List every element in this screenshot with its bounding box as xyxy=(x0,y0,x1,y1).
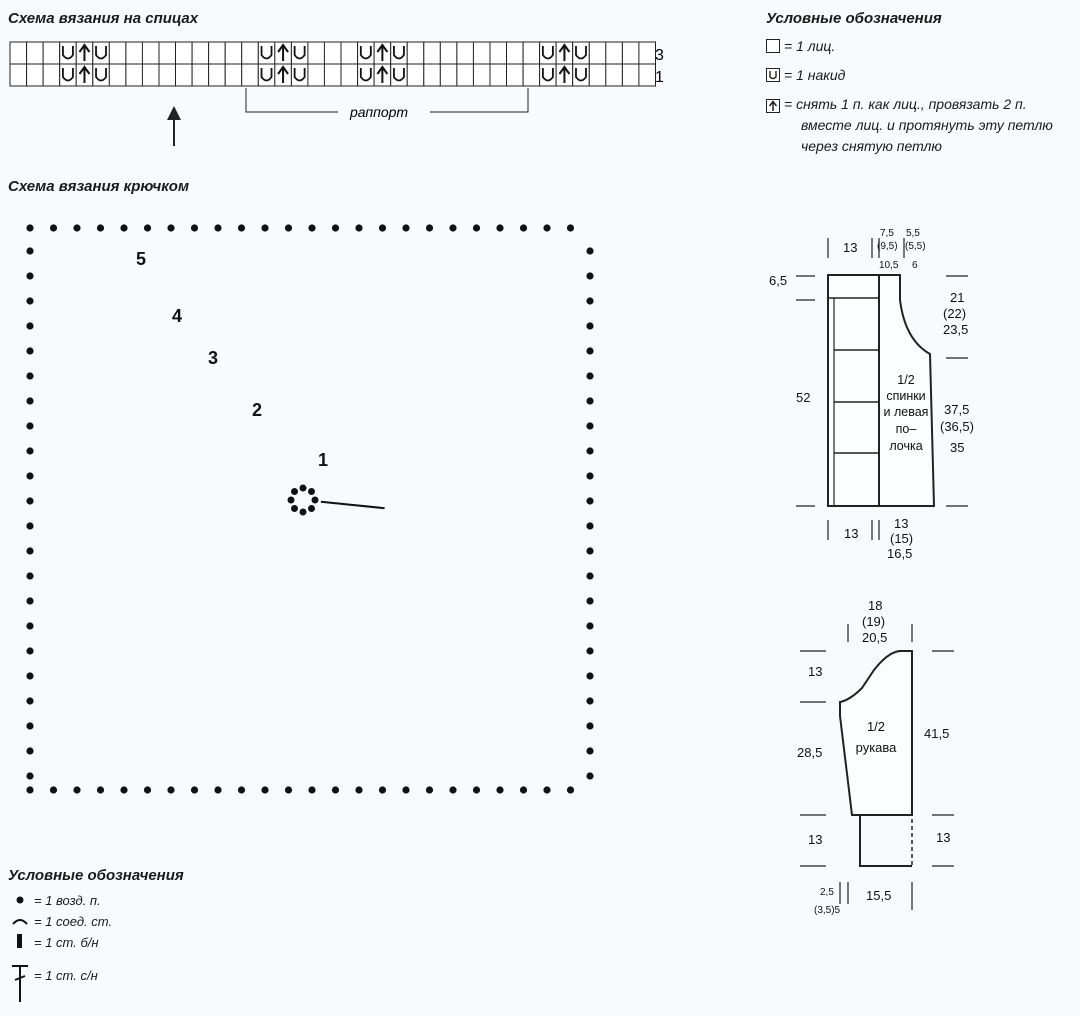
chain-dot xyxy=(26,297,33,304)
chain-dot xyxy=(261,224,268,231)
knit-cell xyxy=(473,42,490,64)
chain-dot xyxy=(426,224,433,231)
knit-cell xyxy=(523,42,540,64)
body-dim-right-bottom-3: 35 xyxy=(950,440,965,455)
chain-dot xyxy=(586,347,593,354)
body-dim-top-mid-3: 10,5 xyxy=(879,260,899,271)
chain-dot xyxy=(26,647,33,654)
chain-dot xyxy=(586,322,593,329)
body-dim-left-top: 6,5 xyxy=(769,273,788,288)
chain-dot xyxy=(449,786,456,793)
chain-dot xyxy=(238,786,245,793)
chain-dot xyxy=(308,786,315,793)
chain-dot xyxy=(238,224,245,231)
body-dim-top-right-2: (5,5) xyxy=(905,241,926,252)
body-dim-top-mid-1: 7,5 xyxy=(880,228,894,239)
chain-dot xyxy=(308,488,315,495)
chain-dot xyxy=(586,472,593,479)
chain-dot xyxy=(291,488,298,495)
body-label-2: спинки xyxy=(886,389,926,403)
knit-cell xyxy=(176,64,193,86)
chain-dot xyxy=(26,322,33,329)
chain-dot xyxy=(144,224,151,231)
sleeve-dim-bottom-left-1: 2,5 xyxy=(820,887,834,898)
round-label-4: 4 xyxy=(172,306,183,326)
crochet-motif xyxy=(0,200,620,810)
chain-dot xyxy=(449,224,456,231)
knit-cell xyxy=(142,42,159,64)
knit-cell xyxy=(27,64,44,86)
sleeve-dim-top-3: 20,5 xyxy=(862,630,888,645)
chain-dot xyxy=(214,786,221,793)
round-label-5: 5 xyxy=(136,249,147,269)
sleeve-label-2: рукава xyxy=(855,740,897,755)
chain-dot xyxy=(473,224,480,231)
chain-dot xyxy=(26,622,33,629)
legend-arrow-text-1: = снять 1 п. как лиц., провязать 2 п. xyxy=(784,96,1027,112)
knit-cell xyxy=(176,42,193,64)
chain-dot xyxy=(97,786,104,793)
knit-cell xyxy=(324,64,341,86)
knit-cell xyxy=(209,42,226,64)
body-dim-right-bottom-2: (36,5) xyxy=(940,419,974,434)
legend-arrow-up-icon xyxy=(766,99,780,113)
knit-cell xyxy=(507,64,524,86)
knit-cell xyxy=(242,64,259,86)
chain-dot xyxy=(520,224,527,231)
chain-dot xyxy=(496,224,503,231)
chain-dot xyxy=(26,697,33,704)
chain-dot xyxy=(26,522,33,529)
knit-cell xyxy=(606,42,623,64)
body-dim-bottom-right-1: 13 xyxy=(894,516,909,531)
knit-cell xyxy=(639,64,656,86)
body-dim-right-top-2: (22) xyxy=(943,306,967,321)
chain-dot xyxy=(73,786,80,793)
sleeve-dim-bottom-left-2: (3,5)5 xyxy=(814,905,841,916)
knit-cell xyxy=(622,64,639,86)
chain-dot xyxy=(586,647,593,654)
chain-dot xyxy=(586,622,593,629)
body-dim-bottom-right-2: (15) xyxy=(890,531,914,546)
knit-cell xyxy=(192,42,209,64)
knit-cell xyxy=(589,64,606,86)
chain-dot xyxy=(288,497,295,504)
chain-dot xyxy=(26,722,33,729)
chain-dot xyxy=(50,786,57,793)
chain-dot xyxy=(26,547,33,554)
chain-dot xyxy=(586,597,593,604)
legend-knit-empty-cell-icon xyxy=(766,39,780,53)
chain-dot xyxy=(543,224,550,231)
chain-dot xyxy=(97,224,104,231)
chain-dot xyxy=(26,347,33,354)
chain-dot xyxy=(26,224,33,231)
chain-dot xyxy=(26,247,33,254)
sleeve-dim-left-bottom: 13 xyxy=(808,832,823,847)
chain-dot xyxy=(567,224,574,231)
body-dim-bottom-right-3: 16,5 xyxy=(887,546,913,561)
knit-cell xyxy=(142,64,159,86)
chain-dot xyxy=(586,422,593,429)
round-label-3: 3 xyxy=(208,348,219,368)
chain-dot xyxy=(291,505,298,512)
knit-cell xyxy=(589,42,606,64)
legend-sc-bar-icon xyxy=(17,934,22,948)
chain-dot xyxy=(586,772,593,779)
chain-dot xyxy=(586,547,593,554)
knit-cell xyxy=(507,42,524,64)
legend-arrow-text-2: вместе лиц. и протянуть эту петлю xyxy=(801,117,1053,133)
knit-cell xyxy=(109,42,126,64)
chain-dot xyxy=(586,397,593,404)
chain-dot xyxy=(167,224,174,231)
legend-slip-arc-icon xyxy=(13,920,27,924)
knit-cell xyxy=(490,42,507,64)
crochet-legend-title: Условные обозначения xyxy=(8,867,184,884)
chain-dot xyxy=(26,572,33,579)
sleeve-dim-bottom-width: 15,5 xyxy=(866,888,892,903)
knit-cell xyxy=(440,42,457,64)
knit-cell xyxy=(109,64,126,86)
knit-cell xyxy=(622,42,639,64)
chain-dot xyxy=(308,505,315,512)
body-dim-top-left: 13 xyxy=(843,240,858,255)
repeat-label: раппорт xyxy=(350,104,409,120)
chain-dot xyxy=(586,297,593,304)
chain-dot xyxy=(586,672,593,679)
sleeve-dim-top-1: 18 xyxy=(868,598,883,613)
chain-dot xyxy=(26,772,33,779)
chain-dot xyxy=(586,572,593,579)
knit-chart xyxy=(0,30,700,160)
knit-cell xyxy=(43,64,60,86)
chain-dot xyxy=(120,786,127,793)
chain-dot xyxy=(214,224,221,231)
chain-dot xyxy=(332,786,339,793)
chain-dot xyxy=(402,224,409,231)
knit-cell xyxy=(192,64,209,86)
legend-yarn-over-text: = 1 накид xyxy=(784,67,846,83)
knit-cell xyxy=(457,42,474,64)
double-crochet xyxy=(321,502,385,508)
chain-dot xyxy=(26,372,33,379)
chain-dot xyxy=(26,597,33,604)
chain-dot xyxy=(26,447,33,454)
start-arrow-icon xyxy=(167,106,181,146)
body-dim-bottom-left: 13 xyxy=(844,526,859,541)
chain-dot xyxy=(120,224,127,231)
chain-dot xyxy=(496,786,503,793)
legend-slip-text: = 1 соед. ст. xyxy=(34,914,113,929)
knit-row-label-3: 3 xyxy=(655,47,664,64)
chain-dot xyxy=(586,747,593,754)
sleeve-dim-left-top: 13 xyxy=(808,664,823,679)
chain-dot xyxy=(26,747,33,754)
chain-dot xyxy=(308,224,315,231)
knit-cell xyxy=(159,42,176,64)
body-dim-right-top-1: 21 xyxy=(950,290,965,305)
sleeve-dim-right-mid: 41,5 xyxy=(924,726,950,741)
round-label-2: 2 xyxy=(252,400,263,420)
chain-dot xyxy=(285,224,292,231)
chain-dot xyxy=(543,786,550,793)
chain-dot xyxy=(379,224,386,231)
chain-dot xyxy=(191,786,198,793)
chain-dot xyxy=(379,786,386,793)
knit-cell xyxy=(242,42,259,64)
chain-dot xyxy=(586,272,593,279)
knit-cell xyxy=(324,42,341,64)
round-label-1: 1 xyxy=(318,450,329,470)
body-dim-top-right-1: 5,5 xyxy=(906,228,920,239)
knit-cell xyxy=(341,42,358,64)
knit-cell xyxy=(126,64,143,86)
chain-dot xyxy=(473,786,480,793)
knit-cell xyxy=(606,64,623,86)
chain-dot xyxy=(300,509,307,516)
knit-cell xyxy=(308,64,325,86)
chain-dot xyxy=(567,786,574,793)
chain-dot xyxy=(586,372,593,379)
body-label-4: по– xyxy=(895,422,917,436)
knit-cell xyxy=(225,42,242,64)
sleeve-dim-right-bottom: 13 xyxy=(936,830,951,845)
chain-dot xyxy=(402,786,409,793)
knit-row-label-1: 1 xyxy=(655,69,664,86)
knit-cell xyxy=(10,42,27,64)
knit-cell xyxy=(490,64,507,86)
chain-dot xyxy=(26,422,33,429)
chain-dot xyxy=(144,786,151,793)
knit-cell xyxy=(440,64,457,86)
chain-dot xyxy=(520,786,527,793)
knit-cell xyxy=(43,42,60,64)
knit-cell xyxy=(523,64,540,86)
knit-cell xyxy=(159,64,176,86)
legend-chain-text: = 1 возд. п. xyxy=(34,893,101,908)
chain-dot xyxy=(285,786,292,793)
chain-dot xyxy=(191,224,198,231)
chain-dot xyxy=(26,786,33,793)
chain-dot xyxy=(26,472,33,479)
knit-cell xyxy=(341,64,358,86)
legend-dc-text: = 1 ст. с/н xyxy=(34,968,98,983)
knit-chart-title: Схема вязания на спицах xyxy=(8,10,199,27)
knit-cell xyxy=(126,42,143,64)
legend-chain-dot-icon xyxy=(17,897,24,904)
body-pattern xyxy=(760,225,1070,570)
legend-arrow-text-3: через снятую петлю xyxy=(801,138,942,154)
body-dim-top-right-3: 6 xyxy=(912,260,918,271)
knit-cell xyxy=(308,42,325,64)
chain-dot xyxy=(355,224,362,231)
chain-dot xyxy=(26,272,33,279)
chain-dot xyxy=(586,522,593,529)
knit-cell xyxy=(225,64,242,86)
sleeve-cuff xyxy=(860,815,912,866)
chain-dot xyxy=(586,722,593,729)
body-dim-top-mid-2: (9,5) xyxy=(877,241,898,252)
legend-sc-text: = 1 ст. б/н xyxy=(34,935,99,950)
body-label-1: 1/2 xyxy=(897,373,915,387)
knit-cell xyxy=(209,64,226,86)
chain-dot xyxy=(586,247,593,254)
body-dim-left-height: 52 xyxy=(796,390,811,405)
knit-cell xyxy=(424,64,441,86)
sleeve-label-1: 1/2 xyxy=(866,719,886,734)
body-dim-right-bottom-1: 37,5 xyxy=(944,402,970,417)
chain-dot xyxy=(332,224,339,231)
chain-dot xyxy=(312,497,319,504)
chain-dot xyxy=(26,497,33,504)
knit-cell xyxy=(457,64,474,86)
knit-legend-title: Условные обозначения xyxy=(766,10,942,27)
sleeve-dim-top-2: (19) xyxy=(862,614,886,629)
crochet-legend-icons xyxy=(8,890,38,1010)
body-label-3: и левая xyxy=(883,405,929,419)
chain-dot xyxy=(26,397,33,404)
knit-cell xyxy=(407,64,424,86)
knit-cell xyxy=(27,42,44,64)
chain-dot xyxy=(26,672,33,679)
chain-dot xyxy=(167,786,174,793)
knit-cell xyxy=(639,42,656,64)
chain-dot xyxy=(261,786,268,793)
knit-cell xyxy=(473,64,490,86)
crochet-chart-title: Схема вязания крючком xyxy=(8,178,190,195)
legend-dc-cross-icon xyxy=(12,966,28,1002)
knit-cell xyxy=(424,42,441,64)
body-dim-right-top-3: 23,5 xyxy=(943,322,969,337)
chain-dot xyxy=(586,447,593,454)
legend-knit-text: = 1 лиц. xyxy=(784,38,836,54)
knit-cell xyxy=(407,42,424,64)
chain-dot xyxy=(426,786,433,793)
chain-dot xyxy=(73,224,80,231)
legend-yarn-over-icon xyxy=(766,68,780,82)
chain-dot xyxy=(300,485,307,492)
chain-dot xyxy=(50,224,57,231)
chain-dot xyxy=(586,497,593,504)
body-label-5: лочка xyxy=(889,439,923,453)
chain-dot xyxy=(586,697,593,704)
knit-cell xyxy=(10,64,27,86)
sleeve-dim-left-mid: 28,5 xyxy=(797,745,823,760)
chain-dot xyxy=(355,786,362,793)
sleeve-pattern xyxy=(760,590,1070,920)
